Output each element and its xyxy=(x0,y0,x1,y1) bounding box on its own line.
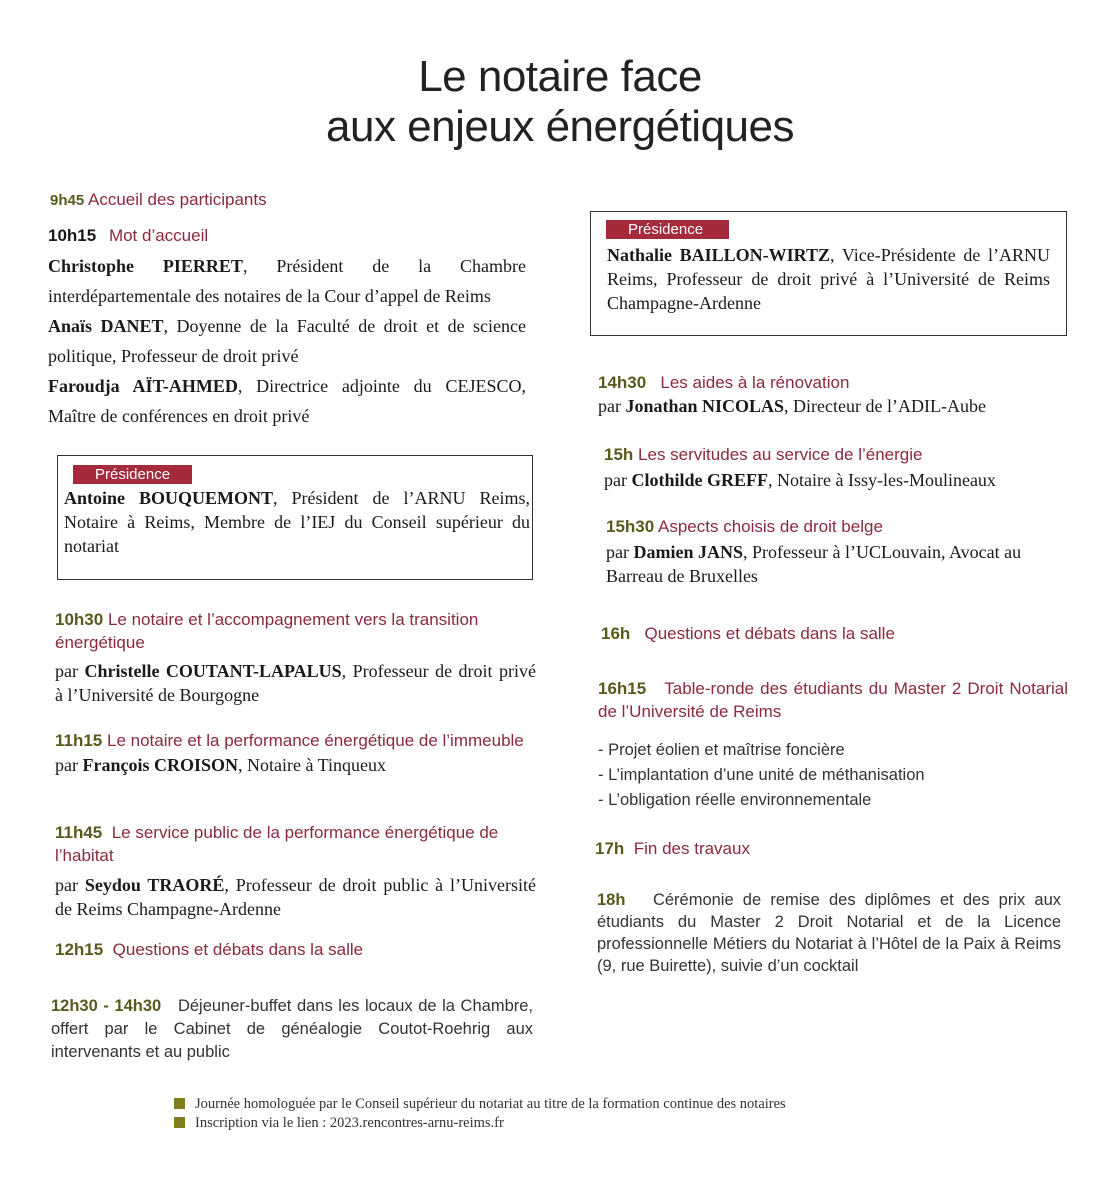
by-label: par xyxy=(604,470,632,490)
slot-text: Cérémonie de remise des diplômes et des prix aux étudiants du Master 2 Droit Notarial et de la Licence professionnelle Métiers du Notariat à l’Hôtel de la Paix à Reims (9, rue Buirette), suivie d’un cocktail xyxy=(597,891,1061,975)
square-bullet-icon xyxy=(174,1098,185,1109)
speaker-name: Damien JANS xyxy=(633,542,743,562)
footer-text: Journée homologuée par le Conseil supérieur du notariat au titre de la formation continue des notaires xyxy=(195,1096,786,1112)
speaker-danet xyxy=(48,311,526,371)
slot-time: 16h xyxy=(601,624,631,643)
slot-speaker xyxy=(55,753,536,777)
speaker-desc: , Notaire à Tinqueux xyxy=(238,755,386,775)
footer xyxy=(174,1095,974,1133)
footer-line-registration xyxy=(174,1114,974,1133)
slot-label: Le notaire et l’accompagnement vers la transition énergétique xyxy=(55,610,479,652)
speaker-pierret xyxy=(48,251,526,311)
title-line-1: Le notaire face xyxy=(418,52,702,101)
slot-time: 12h30 - 14h30 xyxy=(51,997,162,1015)
speaker-desc: , Professeur de droit privé à l’Université de Bourgogne xyxy=(55,661,536,705)
slot-label: Les aides à la rénovation xyxy=(660,373,850,392)
slot-16 xyxy=(601,622,1068,645)
speaker-name: Christelle COUTANT-LAPALUS xyxy=(84,661,342,681)
slot-label: Aspects choisis de droit belge xyxy=(658,517,883,536)
slot-label: Table-ronde des étudiants du Master 2 Droit Notarial de l’Université de Reims xyxy=(598,679,1068,721)
list-item: - L’obligation réelle environnementale xyxy=(598,791,872,809)
speaker-name: Clothilde GREFF xyxy=(631,470,768,490)
by-label: par xyxy=(55,661,85,681)
slot-accueil xyxy=(50,188,530,212)
by-label: par xyxy=(598,396,626,416)
square-bullet-icon xyxy=(174,1117,185,1128)
page-title xyxy=(0,52,1108,152)
slot-time: 10h15 xyxy=(48,226,97,245)
slot-1430 xyxy=(598,371,1068,418)
presidence-tag: Présidence xyxy=(606,220,729,239)
by-label: par xyxy=(55,875,85,895)
by-label: par xyxy=(55,755,83,775)
slot-15 xyxy=(604,443,1068,492)
speaker-desc: , Doyenne de la Faculté de droit et de science politique, Professeur de droit privé xyxy=(48,316,526,366)
speaker-name: Jonathan NICOLAS xyxy=(625,396,785,416)
slot-time: 17h xyxy=(595,839,625,858)
presidence-desc: , Vice-Présidente de l’ARNU Reims, Professeur de droit privé à l’Université de Reims Champagne-Ardenne xyxy=(607,245,1050,313)
by-label: par xyxy=(606,542,634,562)
slot-time: 14h30 xyxy=(598,373,647,392)
slot-label: Les servitudes au service de l’énergie xyxy=(638,445,923,464)
speaker-desc: , Notaire à Issy-les-Moulineaux xyxy=(768,470,996,490)
slot-speaker xyxy=(55,659,536,707)
slot-time: 9h45 xyxy=(50,192,85,209)
slot-label: Fin des travaux xyxy=(633,839,750,858)
slot-1530 xyxy=(606,515,1068,588)
slot-1615 xyxy=(598,677,1068,813)
speaker-ait-ahmed xyxy=(48,371,526,431)
slot-time: 18h xyxy=(597,891,626,909)
slot-time: 15h30 xyxy=(606,517,655,536)
title-line-2: aux enjeux énergétiques xyxy=(326,102,794,151)
slot-speaker xyxy=(604,468,1068,492)
slot-speaker xyxy=(598,394,1068,418)
presidence-box-morning xyxy=(57,455,533,580)
slot-label: Le service public de la performance énergétique de l’habitat xyxy=(55,823,499,865)
slot-mot-accueil xyxy=(48,224,526,431)
slot-1115 xyxy=(55,729,536,777)
speaker-desc: , Professeur à l’UCLouvain, Avocat au Barreau de Bruxelles xyxy=(606,542,1022,586)
speaker-name: Anaïs DANET xyxy=(48,316,164,336)
speaker-desc: , Directeur de l’ADIL-Aube xyxy=(784,396,986,416)
presidence-box-afternoon xyxy=(590,211,1067,336)
presidence-tag: Présidence xyxy=(73,465,192,484)
speaker-name: Christophe PIERRET xyxy=(48,256,243,276)
presidence-name: Nathalie BAILLON-WIRTZ xyxy=(607,245,831,265)
slot-text: Déjeuner-buffet dans les locaux de la Chambre, offert par le Cabinet de généalogie Coutot-Roehrig aux intervenants et au public xyxy=(51,997,534,1061)
slot-label: Questions et débats dans la salle xyxy=(112,940,364,959)
slot-label: Questions et débats dans la salle xyxy=(644,624,895,643)
slot-label: Mot d’accueil xyxy=(108,226,209,245)
slot-speaker xyxy=(55,873,536,921)
slot-lunch xyxy=(51,995,533,1064)
slot-label: Le notaire et la performance énergétique de l’immeuble xyxy=(107,731,524,750)
speaker-desc: , Professeur de droit public à l’Université de Reims Champagne-Ardenne xyxy=(55,875,536,919)
slot-label: Accueil des participants xyxy=(88,190,267,209)
slot-time: 10h30 xyxy=(55,610,104,629)
slot-time: 11h15 xyxy=(55,731,103,750)
speaker-desc: , Président de la Chambre interdépartementale des notaires de la Cour d’appel de Reims xyxy=(48,256,526,306)
speaker-desc: , Directrice adjointe du CEJESCO, Maître de conférences en droit privé xyxy=(48,376,527,426)
slot-time: 15h xyxy=(604,445,634,464)
slot-17 xyxy=(595,837,1068,860)
slot-18 xyxy=(597,889,1061,977)
list-item: - L’implantation d’une unité de méthanisation xyxy=(598,766,925,784)
presidence-name: Antoine BOUQUEMONT xyxy=(64,488,274,508)
slot-time: 11h45 xyxy=(55,823,103,842)
slot-1215 xyxy=(55,938,536,961)
list-item: - Projet éolien et maîtrise foncière xyxy=(598,741,845,759)
roundtable-topics xyxy=(598,738,1068,813)
speaker-name: Faroudja AÏT-AHMED xyxy=(48,376,238,396)
slot-1030 xyxy=(55,608,536,707)
footer-line-accreditation xyxy=(174,1095,974,1114)
slot-speaker xyxy=(606,540,1068,588)
speaker-name: Seydou TRAORÉ xyxy=(84,875,225,895)
speaker-name: François CROISON xyxy=(82,755,238,775)
registration-link: Inscription via le lien : 2023.rencontres-arnu-reims.fr xyxy=(195,1115,504,1131)
presidence-desc: , Président de l’ARNU Reims, Notaire à Reims, Membre de l’IEJ du Conseil supérieur du notariat xyxy=(64,488,530,556)
presidence-text xyxy=(607,243,1050,315)
slot-1145 xyxy=(55,821,536,921)
slot-time: 12h15 xyxy=(55,940,104,959)
slot-time: 16h15 xyxy=(598,679,647,698)
presidence-text xyxy=(64,486,530,558)
